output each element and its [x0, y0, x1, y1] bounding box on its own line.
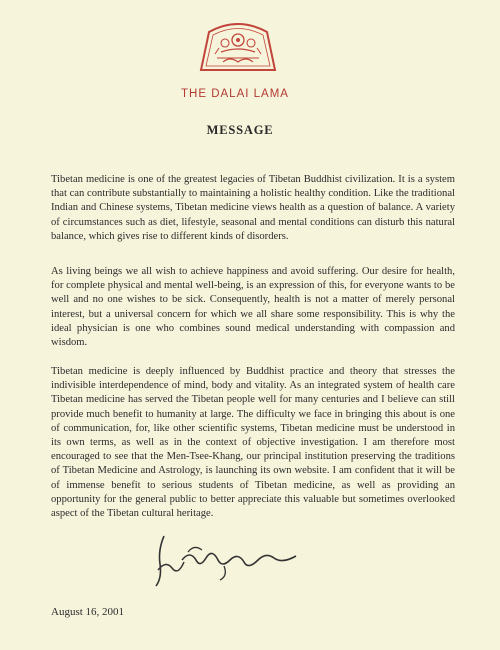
paragraph-2: As living beings we all wish to achieve happiness and avoid suffering. Our desire for health, for complete physical and mental well-being, is an expression of this, for everyone wants to be well and no one wishes to be sick. Consequently, health is not a matter of merely personal interest, but a universal concern for which we all share some responsibility. This is why the ideal physician is one who combines sound medical understanding with compassion and wisdom.	[51, 266, 455, 349]
letter-date: August 16, 2001	[51, 606, 125, 618]
letterhead-name: THE DALAI LAMA	[181, 88, 289, 100]
paragraph-1: Tibetan medicine is one of the greatest legacies of Tibetan Buddhist civilization. It is a system that can contribute substantially to maintaining a holistic healthy condition. Like the traditional Indian and Chinese systems, Tibetan medicine views health as a question of balance. A variety of circumstances such as diet, lifestyle, seasonal and mental conditions can disturb this natural balance, which gives rise to different kinds of disorders.	[51, 174, 455, 242]
seal-emblem-icon	[197, 18, 279, 74]
signature-icon	[148, 530, 308, 588]
paragraph-3: Tibetan medicine is deeply influenced by Buddhist practice and theory that stresses the indivisible interdependence of mind, body and vitality. As an integrated system of health care Tibetan medicine has served the Tibetan people well for many centuries and I believe can still provide much benefit to humanity at large. The difficulty we face in bringing this about is one of communication, for, like other scientific systems, Tibetan medicine must be understood in its own terms, as well as in the context of objective investigation. I am therefore most encouraged to see that the Men-Tsee-Khang, our principal institution preserving the traditions of Tibetan Medicine and Astrology, is launching its own website. I am confident that it will be of immense benefit to serious students of Tibetan medicine, as well as providing an opportunity for the general public to better appreciate this valuable but sometimes overlooked aspect of the Tibetan cultural heritage.	[51, 366, 455, 520]
page-title: MESSAGE	[206, 123, 274, 137]
